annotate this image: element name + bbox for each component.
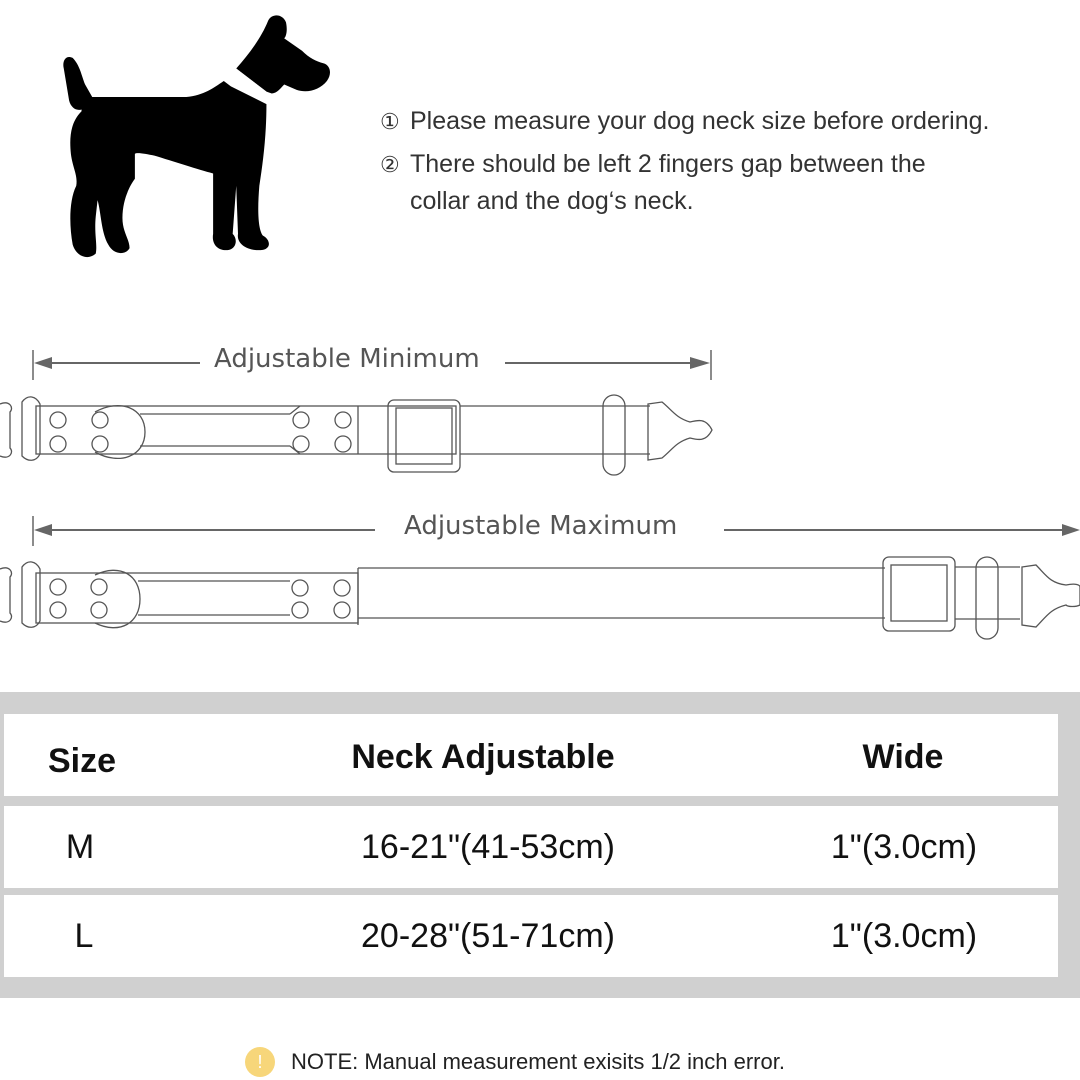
adjustable-maximum-label: Adjustable Maximum: [392, 511, 689, 541]
instruction-2: ② There should be left 2 fingers gap between the: [380, 146, 990, 183]
warning-icon: !: [245, 1047, 275, 1077]
row-m-neck: 16-21"(41-53cm): [361, 828, 615, 866]
collar-maximum-illustration: [0, 555, 1080, 650]
instructions: [380, 103, 990, 219]
row-m-size: M: [65, 828, 95, 866]
note-text: NOTE: Manual measurement exisits 1/2 inch error.: [291, 1049, 785, 1074]
header-wide: Wide: [862, 738, 944, 776]
table-header-row: [4, 714, 1058, 796]
instruction-1: ① Please measure your dog neck size before ordering.: [380, 103, 990, 140]
table-row: [4, 806, 1058, 888]
row-l-neck: 20-28"(51-71cm): [361, 917, 615, 955]
table-row: [4, 895, 1058, 977]
adjustable-minimum-label: Adjustable Minimum: [202, 344, 492, 374]
measurement-note: [245, 1047, 785, 1077]
row-l-wide: 1"(3.0cm): [830, 917, 978, 955]
circled-number-2: ②: [380, 152, 400, 177]
header-neck-adjustable: Neck Adjustable: [351, 738, 615, 776]
instruction-2-continuation: collar and the dog‘s neck.: [410, 187, 694, 215]
collar-minimum-illustration: [0, 390, 740, 485]
size-table: [0, 692, 1080, 998]
header-size: Size: [47, 742, 117, 780]
row-l-size: L: [74, 917, 94, 955]
dog-silhouette-icon: [30, 0, 350, 290]
circled-number-1: ①: [380, 109, 400, 134]
row-m-wide: 1"(3.0cm): [830, 828, 978, 866]
